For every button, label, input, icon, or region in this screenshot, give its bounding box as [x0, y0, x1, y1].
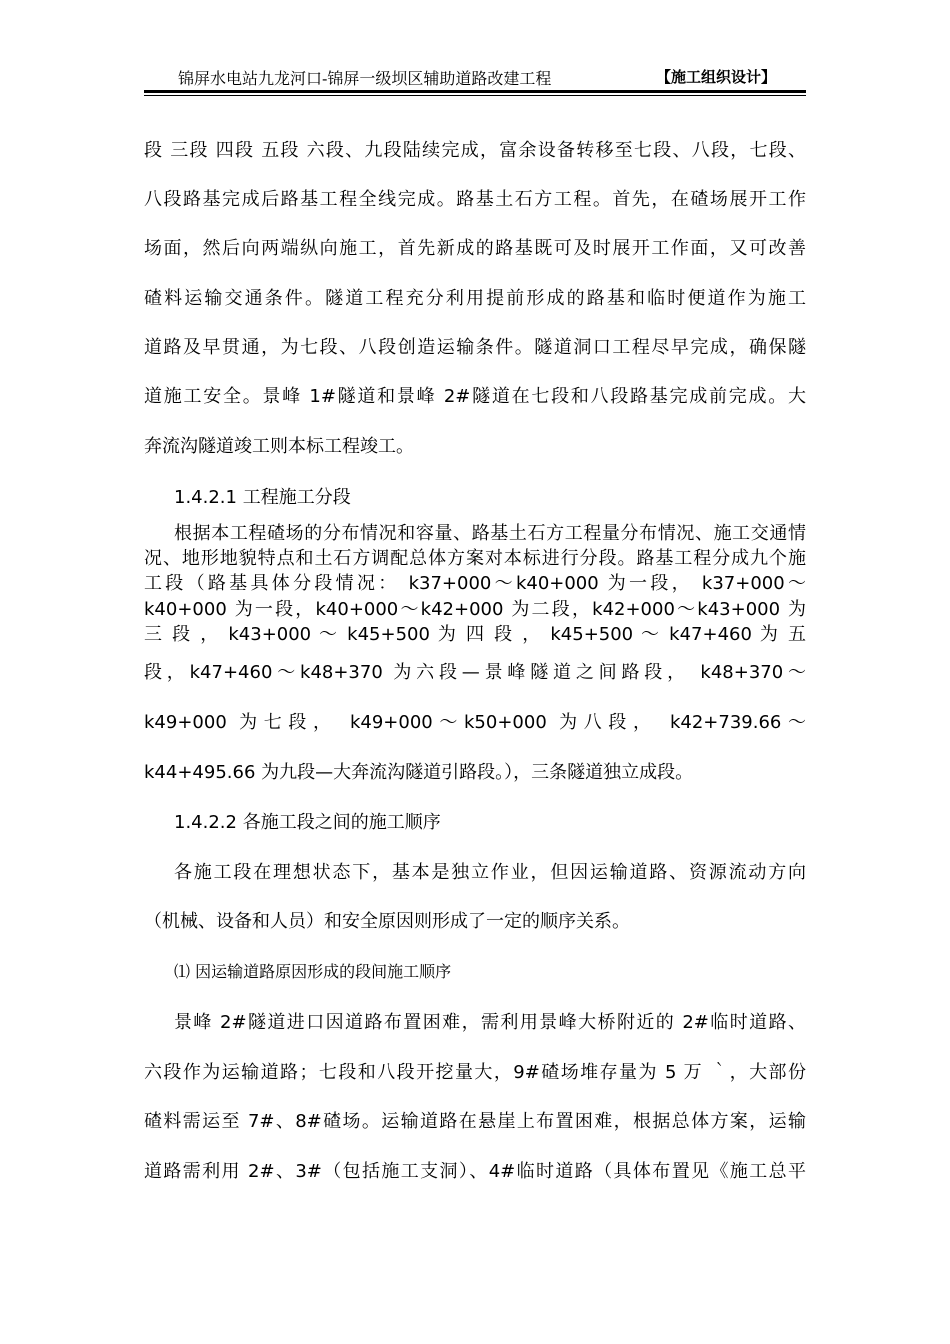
text-line: 段 三段 四段 五段 六段、九段陆续完成，富余设备转移至七段、八段，七段、	[144, 140, 806, 161]
text-line: k44+495.66 为九段—大奔流沟隧道引路段。），三条隧道独立成段。	[144, 762, 694, 783]
text-line: 况、地形地貌特点和土石方调配总体方案对本标进行分段。路基工程分成九个施	[144, 548, 806, 569]
text-line: 碴料需运至 7#、8#碴场。运输道路在悬崖上布置困难，根据总体方案，运输	[144, 1111, 806, 1132]
text-line: k49+000 为七段， k49+000～k50+000 为八段， k42+739.66～	[144, 712, 806, 733]
header-rule-thick	[144, 90, 806, 93]
text-line: 工段（路基具体分段情况： k37+000～k40+000 为一段， k37+000～	[144, 573, 806, 594]
text-line: 道施工安全。景峰 1#隧道和景峰 2#隧道在七段和八段路基完成前完成。大	[144, 386, 806, 407]
document-type: 【施工组织设计】	[655, 68, 776, 86]
text-line: 道路需利用 2#、3#（包括施工支洞）、4#临时道路（具体布置见《施工总平	[144, 1161, 806, 1182]
text-line: 碴料运输交通条件。隧道工程充分利用提前形成的路基和临时便道作为施工	[144, 288, 806, 309]
text-line: k40+000 为一段，k40+000～k42+000 为二段，k42+000～k43+000 为	[144, 599, 806, 620]
text-line: 各施工段在理想状态下，基本是独立作业，但因运输道路、资源流动方向	[174, 862, 806, 883]
section-heading: 1.4.2.1 工程施工分段	[174, 487, 351, 508]
text-line: 根据本工程碴场的分布情况和容量、路基土石方工程量分布情况、施工交通情	[174, 523, 806, 544]
text-line: 景峰 2#隧道进口因道路布置困难，需利用景峰大桥附近的 2#临时道路、	[174, 1012, 806, 1033]
text-line: 场面，然后向两端纵向施工，首先新成的路基既可及时展开工作面，又可改善	[144, 238, 806, 259]
text-line: 奔流沟隧道竣工则本标工程竣工。	[144, 436, 414, 457]
text-line: （机械、设备和人员）和安全原因则形成了一定的顺序关系。	[144, 911, 630, 932]
section-heading: 1.4.2.2 各施工段之间的施工顺序	[174, 812, 441, 833]
text-line: 三 段 ， k43+000 ～ k45+500 为 四 段 ， k45+500 ～ k47+460 为 五	[144, 624, 806, 645]
text-line: 六段作为运输道路；七段和八段开挖量大，9#碴场堆存量为 5 万 ｀，大部份	[144, 1062, 806, 1083]
text-line: 段，k47+460～k48+370 为六段—景峰隧道之间路段， k48+370～	[144, 662, 806, 683]
header-rule-thin	[144, 95, 806, 96]
text-line: 八段路基完成后路基工程全线完成。路基土石方工程。首先，在碴场展开工作	[144, 189, 806, 210]
project-title: 锦屏水电站九龙河口-锦屏一级坝区辅助道路改建工程	[178, 69, 552, 88]
text-line: 道路及早贯通，为七段、八段创造运输条件。隧道洞口工程尽早完成，确保隧	[144, 337, 806, 358]
subsection-heading: ⑴ 因运输道路原因形成的段间施工顺序	[174, 962, 452, 981]
page-header	[144, 62, 806, 90]
